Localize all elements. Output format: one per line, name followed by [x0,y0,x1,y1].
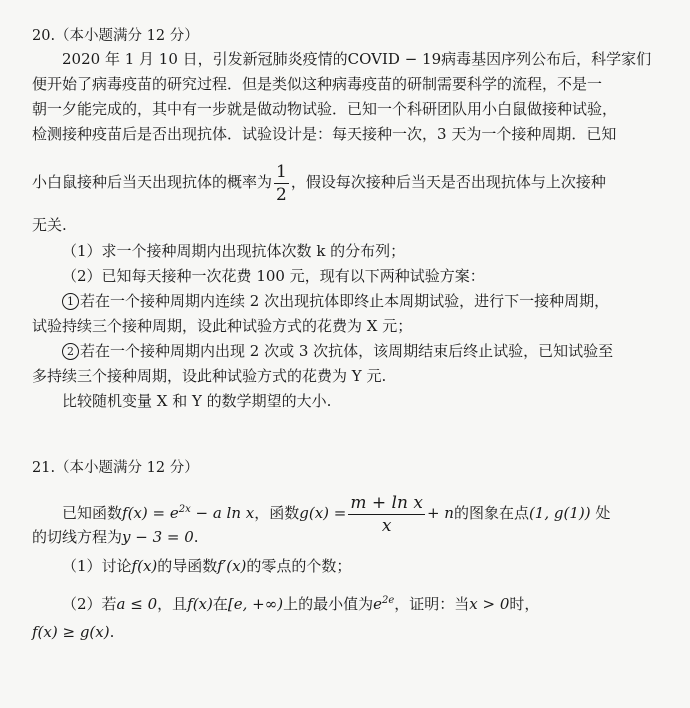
q20-subquestion-1: （1）求一个接种周期内出现抗体次数 k 的分布列； [62,242,406,260]
probability-fraction [274,162,289,205]
f-definition-rest: − a ln x [190,504,255,522]
q21-sub2-f: f(x) [187,595,213,613]
function-f-definition [122,504,254,522]
tangent-point: (1, g(1)) [528,504,591,522]
q21-sub2-text-b: ，且 [157,595,188,613]
tangent-equation: y − 3 = 0 [122,528,194,546]
q21-given-text-c: 的图象在点 [453,504,529,522]
g-fraction [348,493,425,536]
q21-conclusion [32,621,114,643]
q21-sub1-text-c: 的零点的个数； [246,557,352,575]
q21-sub1-text-b: 的导函数 [157,557,218,575]
tangent-period: . [193,528,199,546]
q20-plan-2-line-1 [62,340,613,362]
min-value-exponent: 2e [381,595,395,606]
q20-paragraph-line-6: 无关. [32,216,67,234]
q21-sub2-condition: a ≤ 0 [116,595,158,613]
q20-compare: 比较随机变量 X 和 Y 的数学期望的大小. [62,392,332,410]
q20-plan-1-text: 若在一个接种周期内连续 2 次出现抗体即终止本周期试验，进行下一接种周期， [80,292,610,310]
q21-sub2-x-condition: x > 0 [469,595,510,613]
g-rest: + n [426,504,454,522]
q21-conclusion-period: . [109,623,115,641]
q21-sub1-fprime: f′(x) [217,557,247,575]
f-definition-base: f(x) = e [122,504,179,522]
q20-probability-line [32,158,606,206]
q20-title: 20.（本小题满分 12 分） [32,28,199,44]
q20-paragraph-line-4: 检测接种疫苗后是否出现抗体．试验设计是：每天接种一次，3 天为一个接种周期．已知 [32,125,617,143]
q21-sub2-text-c: 在 [212,595,228,613]
f-definition-exponent: 2x [178,504,191,515]
q21-sub2-text-a: （2）若 [62,595,117,613]
fraction-numerator: 1 [276,161,287,182]
q21-sub2-interval: [e, +∞) [227,595,284,613]
g-fraction-denominator: x [381,515,392,536]
q21-subquestion-1 [62,555,351,577]
q20-plan-2-text: 若在一个接种周期内出现 2 次或 3 次抗体，该周期结束后终止试验，已知试验至 [80,342,614,360]
q21-sub2-min-value [373,595,394,613]
g-fraction-numerator: m + ln x [350,492,423,513]
q20-probability-text-after: ，假设每次接种后当天是否出现抗体与上次接种 [290,173,606,191]
fraction-denominator: 2 [276,184,287,205]
q21-given-text-a: 已知函数 [62,504,123,522]
q20-probability-text: 小白鼠接种后当天出现抗体的概率为 [32,173,273,191]
q21-sub2-text-d: 上的最小值为 [283,595,374,613]
q21-tangent-line [32,526,199,548]
q21-sub2-text-e: ，证明：当 [394,595,470,613]
q21-title: 21.（本小题满分 12 分） [32,460,199,476]
q20-subquestion-2: （2）已知每天接种一次花费 100 元，现有以下两种试验方案： [62,267,485,285]
circled-number-1: 1 [62,293,79,310]
q21-given-text-b: ，函数 [254,504,300,522]
q21-given-text-d: 处 [595,504,611,522]
q20-paragraph-line-2: 便开始了病毒疫苗的研究过程．但是类似这种病毒疫苗的研制需要科学的流程，不是一 [32,75,603,93]
q21-subquestion-2 [62,590,539,615]
function-g-lhs: g(x) = [299,504,347,522]
q20-paragraph-line-3: 朝一夕能完成的，其中有一步就是做动物试验．已知一个科研团队用小白鼠做接种试验， [32,100,618,118]
q21-sub1-text-a: （1）讨论 [62,557,132,575]
q20-plan-2-line-2: 多持续三个接种周期，设此种试验方式的花费为 Y 元. [32,367,387,385]
min-value-base: e [373,595,382,613]
circled-number-2: 2 [62,343,79,360]
q20-plan-1-line-1 [62,290,609,312]
q21-sub2-text-f: 时， [509,595,540,613]
q20-paragraph-line-1: 2020 年 1 月 10 日，引发新冠肺炎疫情的COVID − 19病毒基因序列公布后，科学家们 [62,50,652,68]
q21-sub1-f: f(x) [131,557,158,575]
q21-conclusion-inequality: f(x) ≥ g(x) [32,623,110,641]
q21-tangent-text: 的切线方程为 [32,528,123,546]
q20-plan-1-line-2: 试验持续三个接种周期，设此种试验方式的花费为 X 元； [32,317,413,335]
